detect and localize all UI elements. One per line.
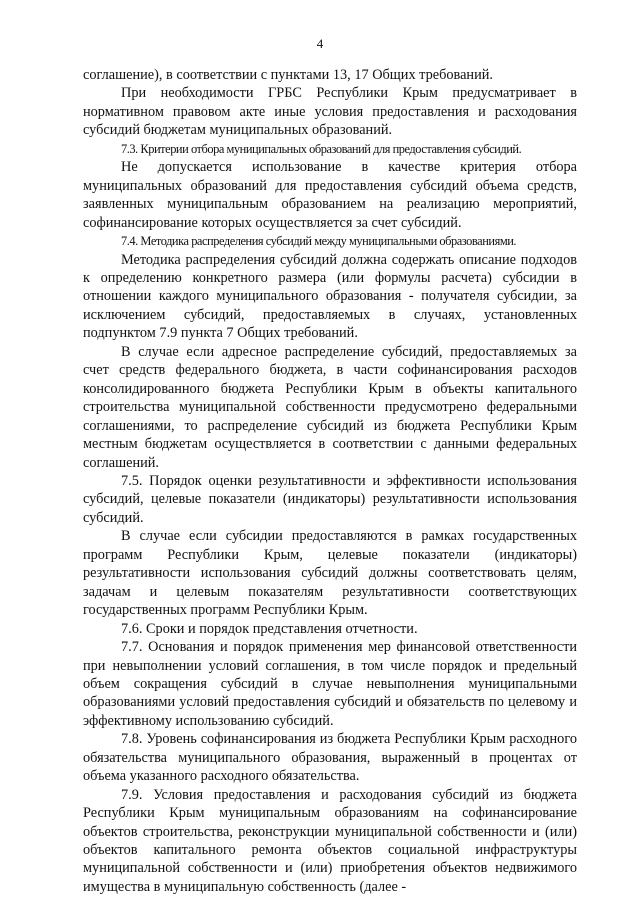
section-heading: 7.8. Уровень софинансирования из бюджета Республики Крым расходного обязательства муниципального образования, выраженный в процентах от объема указанного расходного обязательства. (83, 731, 577, 785)
paragraph: При необходимости ГРБС Республики Крым предусматривает в нормативном правовом акте иные условия предоставления и расходования субсидий бюджетам муниципальных образований. (83, 85, 577, 139)
paragraph: В случае если адресное распределение субсидий, предоставляемых за счет средств федерального бюджета, в части софинансирования расходов консолидированного бюджета Республики Крым в объекты капитального строительства муниципальной собственности предусмотрено федеральными соглашениями, то распределение субсидий из бюджета Республики Крым местным бюджетам осуществляется в соответствии с данными федеральных соглашений. (83, 343, 577, 471)
section-heading: 7.6. Сроки и порядок представления отчетности. (121, 620, 418, 637)
paragraph: В случае если субсидии предоставляются в рамках государственных программ Республики Крым, целевые показатели (индикаторы) результативности использования субсидий должны соответствовать целям, задачам и целевым показателям результативности соответствующих государственных программ Республики Крым. (83, 528, 577, 619)
section-heading: 7.9. Условия предоставления и расходования субсидий из бюджета Республики Крым муниципальным образованиям на софинансирование объектов строительства, реконструкции муниципальной собственности и (или) объектов капитального ремонта объектов социальной инфраструктуры муниципальной собственности и (или) приобретения объектов недвижимого имущества в муниципальную собственность (далее - (83, 786, 577, 895)
page-number: 4 (316, 36, 324, 51)
section-heading: 7.3. Критерии отбора муниципальных образований для предоставления субсидий. (121, 141, 522, 156)
section-heading: 7.4. Методика распределения субсидий между муниципальными образованиями. (121, 234, 517, 249)
section-heading: 7.7. Основания и порядок применения мер финансовой ответственности при невыполнении условий соглашения, в том числе порядок и предельный объем сокращения субсидий в случае невыполнения муниципальными образованиями условий предоставления субсидий и обязательств по целевому и эффективному использованию субсидий. (83, 639, 577, 729)
paragraph: соглашение), в соответствии с пунктами 13, 17 Общих требований. (83, 67, 493, 83)
paragraph: Методика распределения субсидий должна содержать описание подходов к определению конкретного размера (или формулы расчета) субсидии в отношении каждого муниципального образования - получателя субсидии, за исключением субсидий, предоставляемых в случаях, установленных подпунктом 7.9 пункта 7 Общих требований. (83, 251, 577, 342)
paragraph: Не допускается использование в качестве критерия отбора муниципальных образований для предоставления субсидий объема средств, заявленных муниципальным образованием на реализацию мероприятий, софинансирование которых осуществляется за счет субсидий. (83, 159, 577, 231)
document-body (83, 66, 577, 896)
section-heading: 7.5. Порядок оценки результативности и эффективности использования субсидий, целевые показатели (индикаторы) результативности использования субсидий. (83, 472, 577, 526)
